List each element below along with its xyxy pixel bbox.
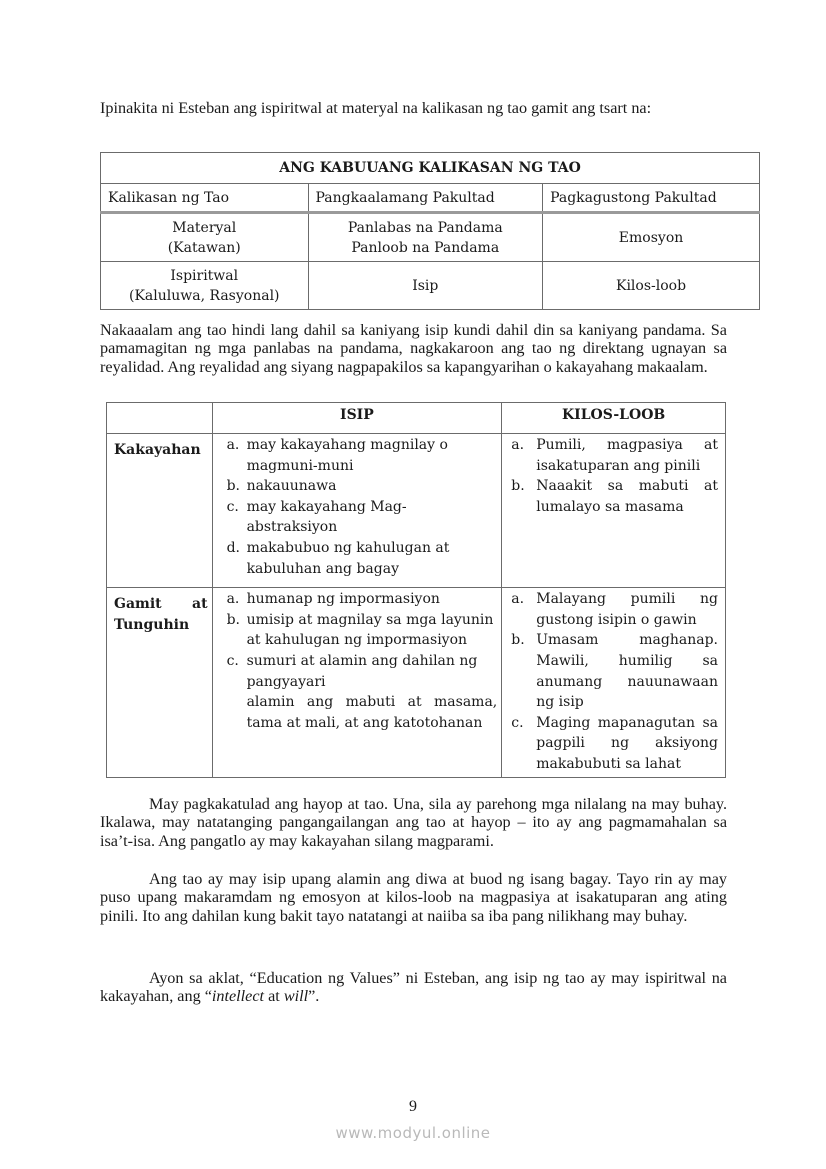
isip-cell — [212, 434, 502, 588]
list-text: sumuri at alamin ang dahilan ng pangyayari — [246, 652, 478, 690]
paragraph-nakaaalam: Nakaaalam ang tao hindi lang dahil sa kaniyang isip kundi dahil din sa kaniyang pandama. Sa pamamagitan ng mga panlabas na pandama, nagkakaroon ang tao ng direktang ugnayan sa reyalidad. Ang reyalidad ang siyang nagpapakilos sa kapangyarihan o kakayahang makaalam. — [100, 321, 727, 376]
table1-cell-pangkaalaman: Isip — [308, 262, 543, 310]
list-marker: a. — [226, 591, 240, 608]
cell-line: Panlabas na Pandama — [347, 219, 503, 236]
list-text: Malayang pumili ng gustong isipin o gawin — [536, 591, 718, 628]
isip-cell — [212, 588, 502, 777]
list-marker: a. — [511, 437, 525, 453]
table1-cell-pagkagusto: Kilos-loob — [543, 262, 760, 310]
list-text: makabubuo ng kahulugan at kabuluhan ang bagay — [246, 539, 450, 577]
list-item — [511, 435, 718, 476]
kilos-loob-cell — [502, 588, 726, 777]
list-item — [511, 476, 718, 517]
row-label-word: Gamit — [114, 596, 162, 613]
list-marker: c. — [226, 498, 239, 515]
kalikasan-ng-tao-table — [100, 152, 760, 310]
row-label-gamit-at-tunguhin — [107, 588, 213, 777]
row-label-word: at — [192, 596, 208, 613]
table1-header-kalikasan: Kalikasan ng Tao — [101, 184, 309, 213]
table-row — [107, 588, 726, 777]
list-text: Pumili, magpasiya at isakatuparan ang pinili — [536, 437, 718, 474]
isip-kilos-loob-table — [106, 402, 726, 778]
watermark: www.modyul.online — [335, 1124, 491, 1142]
paragraph-isip-at-puso: Ang tao ay may isip upang alamin ang diwa at buod ng isang bagay. Tayo rin ay may puso upang makaramdam ng emosyon at kilos-loob na magpasiya at isakatuparan ang ating pinili. Ito ang dahilan kung bakit tayo natatangi at naiiba sa iba pang nilikhang may buhay. — [100, 870, 727, 925]
paragraph-pagkakatulad: May pagkakatulad ang hayop at tao. Una, sila ay parehong mga nilalang na may buhay. Ikalawa, may natatanging pangangailangan ang tao at hayop – ito ay ang pagmamahalan sa isa’t-isa. Ang pangatlo ay may kakayahan silang magparami. — [100, 795, 727, 850]
list-marker: c. — [226, 652, 239, 669]
table1-cell-kalikasan — [101, 262, 309, 310]
table1-cell-pagkagusto: Emosyon — [543, 213, 760, 262]
table2-header-isip: ISIP — [212, 403, 502, 434]
list-item — [511, 589, 718, 630]
list-text: may kakayahang magnilay o magmuni-muni — [246, 437, 448, 474]
table-row — [101, 213, 760, 262]
list-item — [227, 651, 498, 692]
list-marker: b. — [226, 478, 240, 495]
cell-line: Materyal — [172, 219, 237, 236]
paragraph-ayon-sa-aklat — [100, 969, 727, 1006]
table1-header-pangkaalamang: Pangkaalamang Pakultad — [308, 184, 543, 213]
list-item — [227, 538, 498, 579]
list-item — [227, 610, 498, 651]
list-item — [511, 630, 718, 712]
row-label-line — [114, 594, 208, 615]
list-marker: b. — [511, 632, 525, 649]
cell-line: Panloob na Pandama — [351, 239, 500, 256]
text-span: ”. — [308, 987, 320, 1006]
text-span: Ayon sa aklat, “Education ng Values” ni Esteban, ang isip ng tao ay may ispiritwal na kakayahan, ang “ — [100, 969, 727, 1006]
list-item — [227, 435, 498, 476]
list-marker: a. — [511, 591, 525, 608]
italic-term-will: will — [283, 987, 309, 1006]
table-row — [107, 434, 726, 588]
table1-title: ANG KABUUANG KALIKASAN NG TAO — [101, 153, 760, 184]
kilos-loob-cell — [502, 434, 726, 588]
kilos-loob-list — [511, 435, 718, 517]
list-item — [227, 589, 498, 610]
list-marker: a. — [226, 437, 240, 453]
list-item — [511, 713, 718, 775]
intro-paragraph: Ipinakita ni Esteban ang ispiritwal at materyal na kalikasan ng tao gamit ang tsart na: — [100, 99, 652, 117]
list-text: Maging mapanagutan sa pagpili ng aksiyong makabubuti sa lahat — [536, 714, 718, 772]
list-text: may kakayahang Mag-abstraksiyon — [246, 498, 407, 536]
isip-list — [227, 589, 498, 692]
list-text: Umasam maghanap. Mawili, humilig sa anumang nauunawaan ng isip — [536, 632, 718, 711]
list-text: nakauunawa — [246, 478, 337, 495]
row-label-line: Tunguhin — [114, 616, 190, 633]
table1-header-pagkagustong: Pagkagustong Pakultad — [543, 184, 760, 213]
list-text: Naaakit sa mabuti at lumalayo sa masama — [536, 478, 718, 515]
list-marker: b. — [226, 611, 240, 628]
isip-list — [227, 435, 498, 579]
list-marker: c. — [511, 714, 524, 731]
list-marker: b. — [511, 478, 525, 495]
italic-term-intellect: intellect — [211, 987, 265, 1006]
list-item — [227, 476, 498, 497]
cell-line: (Kaluluwa, Rasyonal) — [128, 287, 280, 304]
table-row — [101, 262, 760, 310]
text-span: at — [264, 987, 284, 1006]
cell-line: Ispiritwal — [170, 267, 239, 284]
table1-cell-kalikasan — [101, 213, 309, 262]
list-text: umisip at magnilay sa mga layunin at kahulugan ng impormasiyon — [246, 611, 494, 649]
isip-continuation: alamin ang mabuti at masama, tama at mali, at ang katotohanan — [246, 694, 498, 731]
table2-header-empty — [107, 403, 213, 434]
table1-cell-pangkaalaman — [308, 213, 543, 262]
kilos-loob-list — [511, 589, 718, 774]
list-marker: d. — [226, 539, 240, 556]
row-label-kakayahan: Kakayahan — [107, 434, 213, 588]
page-number: 9 — [409, 1098, 417, 1115]
cell-line: (Katawan) — [167, 239, 241, 256]
list-text: humanap ng impormasiyon — [246, 591, 440, 608]
list-item — [227, 497, 498, 538]
table2-header-kilos-loob: KILOS-LOOB — [502, 403, 726, 434]
